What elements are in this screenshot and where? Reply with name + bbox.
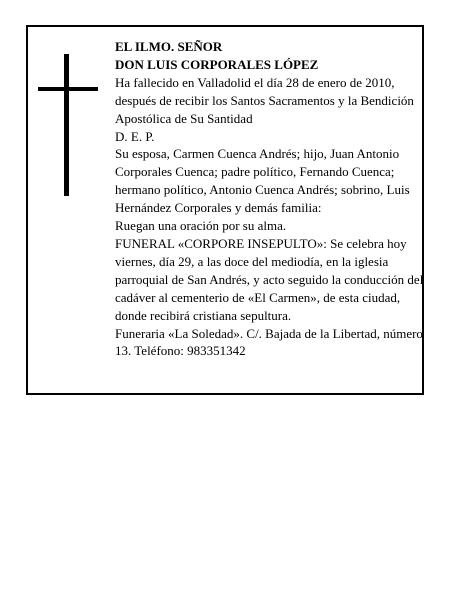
deceased-name: DON LUIS CORPORALES LÓPEZ bbox=[115, 56, 319, 72]
obituary-text bbox=[115, 38, 425, 360]
funeral-details: FUNERAL «CORPORE INSEPULTO»: Se celebra hoy viernes, día 29, a las doce del mediodía, en la iglesia parroquial de San Andrés, y acto seguido la conducción del cadáver al cementerio de «El Carmen», de esta ciudad, donde recibirá cristiana sepultura. bbox=[115, 235, 424, 323]
cross-horizontal-bar bbox=[38, 87, 98, 91]
family-list: Su esposa, Carmen Cuenca Andrés; hijo, Juan Antonio Corporales Cuenca; padre político, Fernando Cuenca; hermano político, Antonio Cuenca Andrés; sobrino, Luis Hernández Corporales y demás familia: bbox=[115, 146, 410, 216]
death-announcement: Ha fallecido en Valladolid el día 28 de enero de 2010, después de recibir los Santos Sacramentos y la Bendición Apostólica de Su Santidad bbox=[115, 74, 414, 126]
prayer-request: Ruegan una oración por su alma. bbox=[115, 218, 287, 234]
funeral-home-info: Funeraria «La Soledad». C/. Bajada de la Libertad, número 13. Teléfono: 983351342 bbox=[115, 325, 423, 359]
rip-abbreviation: D. E. P. bbox=[115, 128, 155, 144]
deceased-title: EL ILMO. SEÑOR bbox=[115, 39, 223, 54]
cross-icon bbox=[38, 54, 98, 196]
cross-vertical-bar bbox=[64, 54, 69, 196]
